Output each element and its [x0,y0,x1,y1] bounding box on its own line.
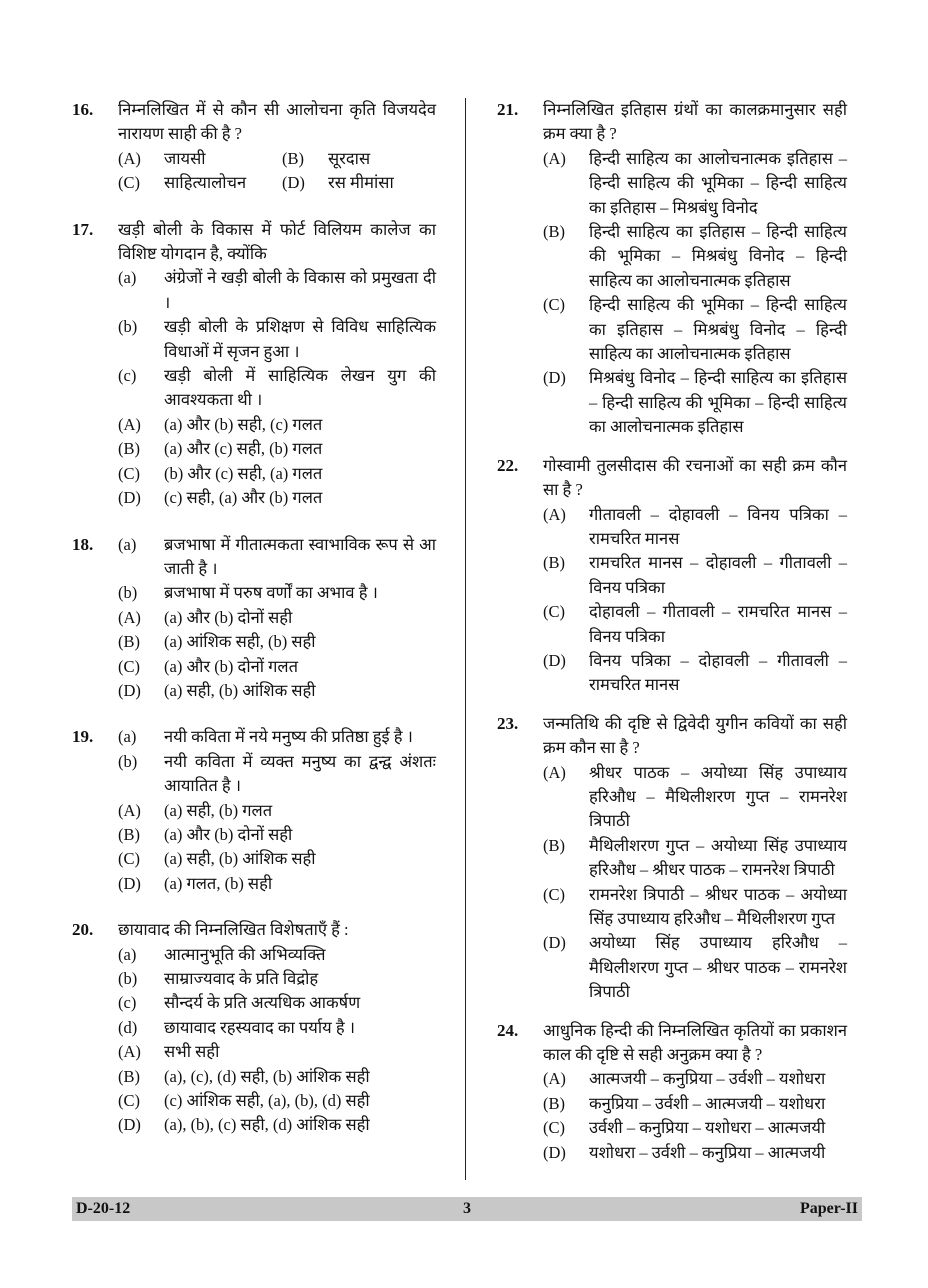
page-footer [72,1197,862,1221]
question-number: 24. [497,1020,519,1040]
statement-b: (b) नयी कविता में व्यक्त मनुष्य का द्वन्द्व अंशतः आयातित है । [118,751,436,796]
statement-a: (a) ब्रजभाषा में गीतात्मकता स्वाभाविक रूप से आ जाती है । [118,534,436,578]
question-21 [497,98,847,440]
question-number: 18. [72,534,94,554]
option-c: (C) (a) सही, (b) आंशिक सही [118,849,316,869]
paper-label: Paper-II [799,1200,858,1217]
question-16 [72,98,436,196]
option-a: (A) गीतावली – दोहावली – विनय पत्रिका – रामचरित मानस [543,504,847,548]
question-stem: खड़ी बोली के विकास में फोर्ट विलियम कालेज का विशिष्ट योगदान है, क्योंकि [118,219,436,264]
option-a: (A) आत्मजयी – कनुप्रिया – उर्वशी – यशोधरा [543,1069,826,1089]
question-stem: जन्मतिथि की दृष्टि से द्विवेदी युगीन कवियों का सही क्रम कौन सा है ? [543,713,847,758]
question-number: 20. [72,920,94,940]
question-number: 22. [497,455,519,475]
page-number: 3 [463,1200,471,1217]
option-b: (B) (a) और (c) सही, (b) गलत [118,439,323,459]
option-a: (A) (a) सही, (b) गलत [118,800,273,820]
option-a: (A) (a) और (b) दोनों सही [118,607,293,627]
option-c: (C) (b) और (c) सही, (a) गलत [118,463,323,483]
statement-a: (a) नयी कविता में नये मनुष्य की प्रतिष्ठा हुई है । [118,727,413,747]
option-a: (A) (a) और (b) सही, (c) गलत [118,414,323,434]
left-column [72,98,436,1138]
question-stem: छायावाद की निम्नलिखित विशेषताएँ हैं : [118,920,349,940]
statement-d: (d) छायावाद रहस्यवाद का पर्याय है । [118,1017,355,1037]
question-number: 23. [497,713,519,733]
option-a: (A) श्रीधर पाठक – अयोध्या सिंह उपाध्याय हरिऔध – मैथिलीशरण गुप्त – रामनरेश त्रिपाठी [543,762,847,831]
statement-a: (a) अंग्रेजों ने खड़ी बोली के विकास को प्रमुखता दी । [118,268,436,312]
option-d: (D) (a) गलत, (b) सही [118,873,273,893]
question-24 [497,1019,847,1165]
question-number: 17. [72,219,94,239]
statement-b: (b) खड़ी बोली के प्रशिक्षण से विविध साहित्यिक विधाओं में सृजन हुआ । [118,317,436,361]
option-b: (B) रामचरित मानस – दोहावली – गीतावली – विनय पत्रिका [543,553,847,597]
question-stem: निम्नलिखित में से कौन सी आलोचना कृति विजयदेव नारायण साही की है ? [118,100,436,144]
question-22 [497,454,847,698]
question-number: 19. [72,727,94,747]
option-a: (A) जायसी [118,148,206,168]
option-c: (C) साहित्यालोचन [118,173,247,193]
option-b: (B) (a) और (b) दोनों सही [118,824,293,844]
option-c: (C) (c) आंशिक सही, (a), (b), (d) सही [118,1091,370,1111]
question-17 [72,218,436,511]
option-d: (D) मिश्रबंधु विनोद – हिन्दी साहित्य का इतिहास – हिन्दी साहित्य की भूमिका – हिन्दी साहित्य का आलोचनात्मक इतिहास [543,368,847,437]
question-stem: आधुनिक हिन्दी की निम्नलिखित कृतियों का प्रकाशन काल की दृष्टि से सही अनुक्रम क्या है ? [543,1020,847,1065]
question-number: 16. [72,100,94,119]
option-b: (B) (a) आंशिक सही, (b) सही [118,632,316,652]
option-c: (C) दोहावली – गीतावली – रामचरित मानस – विनय पत्रिका [543,602,847,646]
question-stem: गोस्वामी तुलसीदास की रचनाओं का सही क्रम कौन सा है ? [543,455,847,500]
question-stem: निम्नलिखित इतिहास ग्रंथों का कालक्रमानुसार सही क्रम क्या है ? [543,100,847,144]
option-d: (D) अयोध्या सिंह उपाध्याय हरिऔध – मैथिलीशरण गुप्त – श्रीधर पाठक – रामनरेश त्रिपाठी [543,933,847,1002]
option-d: (D) विनय पत्रिका – दोहावली – गीतावली – रामचरित मानस [543,650,847,695]
option-d: (D) यशोधरा – उर्वशी – कनुप्रिया – आत्मजयी [543,1142,826,1162]
statement-b: (b) ब्रजभाषा में परुष वर्णों का अभाव है । [118,583,378,603]
option-b: (B) कनुप्रिया – उर्वशी – आत्मजयी – यशोधरा [543,1093,826,1113]
option-b: (B) हिन्दी साहित्य का इतिहास – हिन्दी साहित्य की भूमिका – मिश्रबंधु विनोद – हिन्दी साहित्य का आलोचनात्मक इतिहास [543,222,847,290]
option-d: (D) (c) सही, (a) और (b) गलत [118,488,323,508]
paper-code: D-20-12 [76,1200,131,1217]
option-b: (B) मैथिलीशरण गुप्त – अयोध्या सिंह उपाध्याय हरिऔध – श्रीधर पाठक – रामनरेश त्रिपाठी [543,835,847,880]
question-20 [72,918,436,1138]
statement-c: (c) सौन्दर्य के प्रति अत्यधिक आकर्षण [118,993,361,1013]
option-a: (A) हिन्दी साहित्य का आलोचनात्मक इतिहास – हिन्दी साहित्य की भूमिका – हिन्दी साहित्य का इतिहास – मिश्रबंधु विनोद [543,148,847,217]
column-divider [465,98,466,1180]
option-d: (D) (a), (b), (c) सही, (d) आंशिक सही [118,1115,370,1135]
options-grid [118,147,436,196]
right-column [497,98,847,1165]
statement-a: (a) आत्मानुभूति की अभिव्यक्ति [118,944,326,964]
statement-c: (c) खड़ी बोली में साहित्यिक लेखन युग की आवश्यकता थी । [118,366,436,410]
option-d: (D) (a) सही, (b) आंशिक सही [118,680,316,700]
statement-b: (b) साम्राज्यवाद के प्रति विद्रोह [118,969,319,988]
question-number: 21. [497,100,519,119]
option-c: (C) हिन्दी साहित्य की भूमिका – हिन्दी साहित्य का इतिहास – मिश्रबंधु विनोद – हिन्दी साहित्य का आलोचनात्मक इतिहास [543,295,847,364]
option-b: (B) सूरदास [282,148,371,168]
question-23 [497,712,847,1005]
option-c: (C) उर्वशी – कनुप्रिया – यशोधरा – आत्मजयी [543,1118,826,1138]
question-18 [72,533,436,704]
option-a: (A) सभी सही [118,1042,220,1062]
option-b: (B) (a), (c), (d) सही, (b) आंशिक सही [118,1066,370,1086]
option-c: (C) रामनरेश त्रिपाठी – श्रीधर पाठक – अयोध्या सिंह उपाध्याय हरिऔध – मैथिलीशरण गुप्त [543,884,847,928]
option-c: (C) (a) और (b) दोनों गलत [118,656,299,676]
question-19 [72,725,436,896]
option-d: (D) रस मीमांसा [282,173,394,193]
